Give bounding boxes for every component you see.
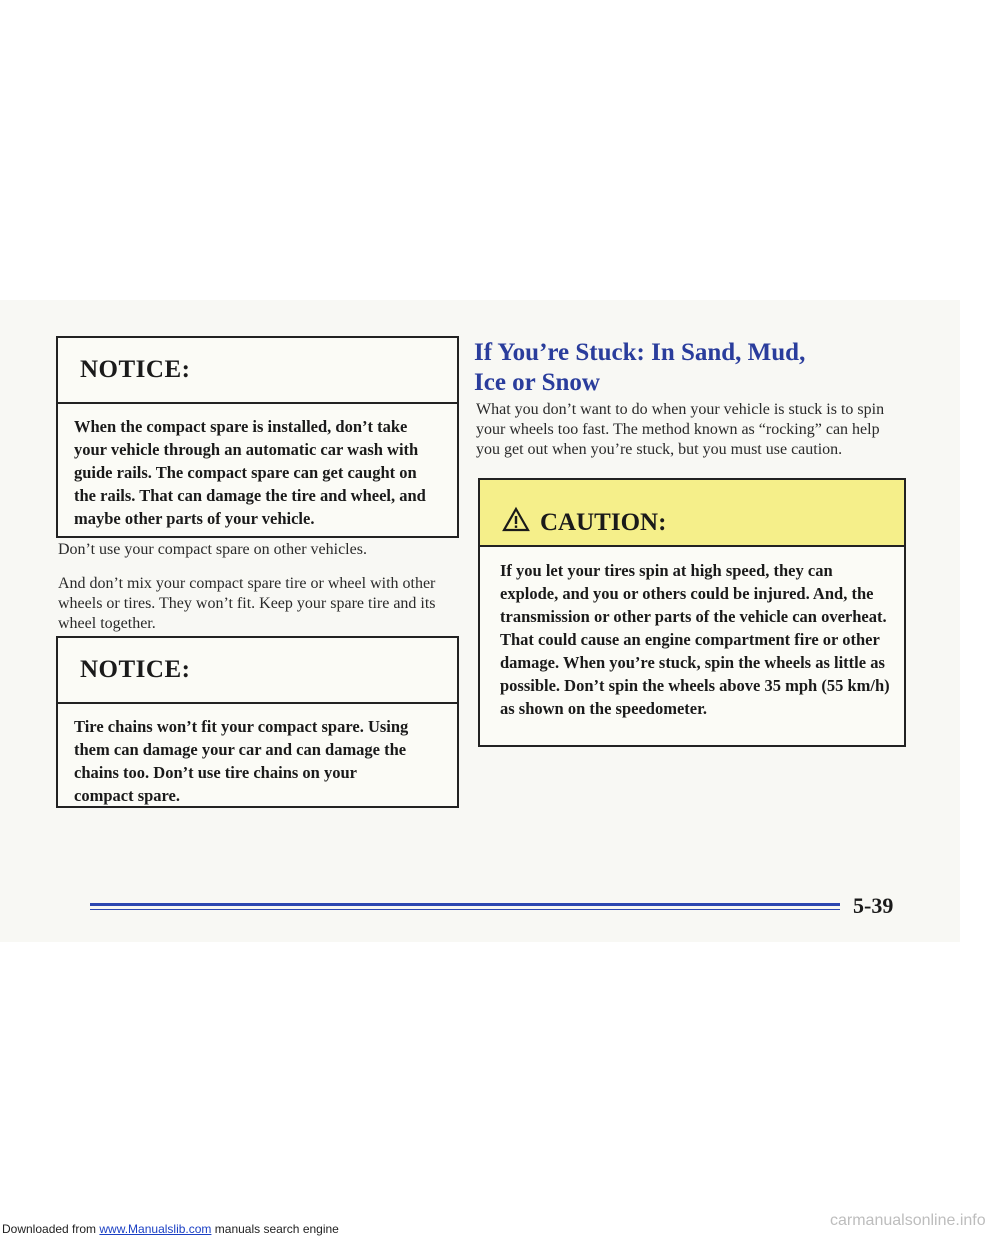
footer-rule-thin: [90, 909, 840, 910]
notice-body: When the compact spare is installed, don’t take your vehicle through an automatic car wash with guide rails. The compact spare can get caught on the rails. That can damage the tire and wheel, and maybe other parts of your vehicle.: [74, 417, 426, 528]
download-footer: [2, 1222, 339, 1236]
notice-body: Tire chains won’t fit your compact spare. Using them can damage your car and can damage the chains too. Don’t use tire chains on your compact spare.: [74, 717, 409, 805]
notice-title: NOTICE:: [58, 338, 457, 404]
body-paragraph-other-vehicles: Don’t use your compact spare on other vehicles.: [58, 541, 367, 558]
warning-triangle-icon: [502, 507, 530, 532]
page-number: 5-39: [853, 893, 894, 918]
notice-box-tire-chains: [56, 636, 459, 808]
watermark-text: carmanualsonline.info: [830, 1212, 986, 1229]
footer-rule-thick: [90, 903, 840, 906]
manualslib-link[interactable]: www.Manualslib.com: [99, 1222, 212, 1236]
caution-header: [480, 480, 904, 547]
notice-box-car-wash: [56, 336, 459, 538]
footer-suffix: manuals search engine: [211, 1222, 339, 1236]
section-heading-line: If You’re Stuck: In Sand, Mud,: [474, 339, 806, 366]
footer-prefix: Downloaded from: [2, 1222, 100, 1236]
caution-body: If you let your tires spin at high speed, they can explode, and you or others could be injured. And, the transmission or other parts of the vehicle can overheat. That could cause an engine compartment fire or other damage. When you’re stuck, spin the wheels as little as possible. Don’t spin the wheels above 35 mph (55 km/h) as shown on the speedometer.: [500, 561, 890, 718]
caution-title: CAUTION:: [540, 508, 667, 536]
section-heading-line: Ice or Snow: [474, 369, 600, 396]
section-heading: [474, 338, 805, 398]
notice-title: NOTICE:: [58, 638, 457, 704]
caution-box: [478, 478, 906, 747]
body-paragraph-dont-mix: And don’t mix your compact spare tire or wheel with other wheels or tires. They won’t fit. Keep your spare tire and its wheel together.: [58, 575, 436, 632]
section-intro-paragraph: What you don’t want to do when your vehicle is stuck is to spin your wheels too fast. The method known as “rocking” can help you get out when you’re stuck, but you must use caution.: [476, 401, 885, 458]
